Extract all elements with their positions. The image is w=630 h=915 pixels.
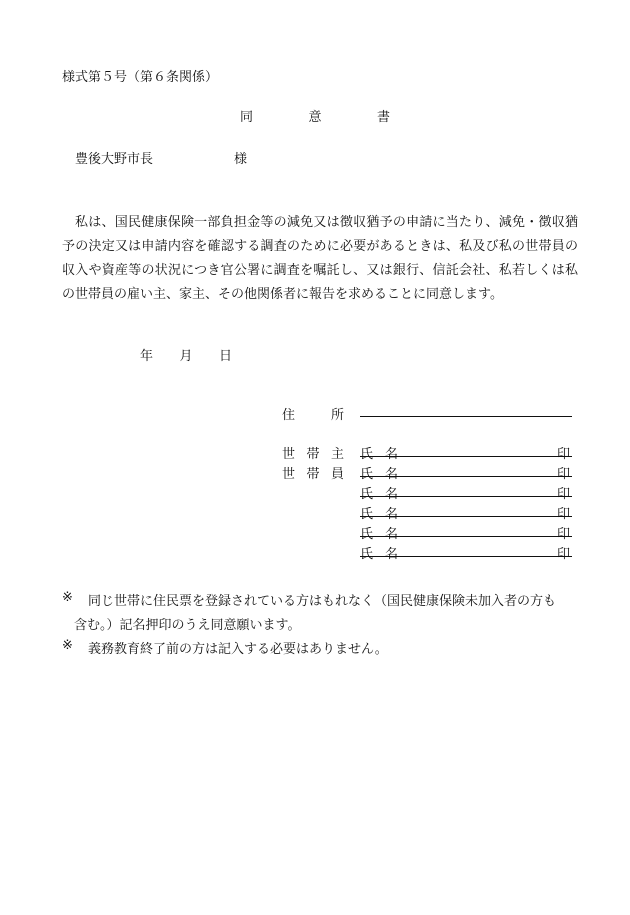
name-label: 氏 名 xyxy=(360,527,398,542)
address-field[interactable] xyxy=(360,416,572,417)
date-day: 日 xyxy=(218,349,232,364)
title-char: 意 xyxy=(308,110,322,125)
head-name-field[interactable] xyxy=(360,456,572,457)
date-year: 年 xyxy=(140,349,154,364)
seal-mark: 印 xyxy=(557,527,571,542)
household-member-label: 世 帯 員 xyxy=(282,467,344,482)
seal-mark: 印 xyxy=(557,467,571,482)
note-1-line-1: 同じ世帯に住民票を登録されている方はもれなく（国民健康保険未加入者の方も xyxy=(88,594,557,609)
member-name-field[interactable] xyxy=(360,536,572,537)
name-label: 氏 名 xyxy=(360,507,398,522)
member-name-field[interactable] xyxy=(360,556,572,557)
addressee-name: 豊後大野市長 xyxy=(75,152,154,167)
name-label: 氏 名 xyxy=(360,447,398,462)
form-number: 様式第５号（第６条関係） xyxy=(62,70,219,85)
member-name-field[interactable] xyxy=(360,516,572,517)
name-label: 氏 名 xyxy=(360,467,398,482)
title-char: 同 xyxy=(240,110,254,125)
addressee-honorific: 様 xyxy=(234,152,248,167)
date-line xyxy=(140,345,232,364)
name-label: 氏 名 xyxy=(360,487,398,502)
member-name-field[interactable] xyxy=(360,476,572,477)
note-mark: ※ xyxy=(62,590,73,605)
household-head-label: 世 帯 主 xyxy=(282,447,344,462)
seal-mark: 印 xyxy=(557,547,571,562)
seal-mark: 印 xyxy=(557,447,571,462)
note-1-line-2: 含む。）記名押印のうえ同意願います。 xyxy=(74,618,301,633)
member-name-field[interactable] xyxy=(360,496,572,497)
date-month: 月 xyxy=(179,349,193,364)
address-label: 住 所 xyxy=(282,408,344,423)
seal-mark: 印 xyxy=(557,507,571,522)
seal-mark: 印 xyxy=(557,487,571,502)
page-title xyxy=(240,106,390,125)
title-char: 書 xyxy=(376,110,390,125)
consent-paragraph: 私は、国民健康保険一部負担金等の減免又は徴収猶予の申請に当たり、減免・徴収猶予の決定又は申請内容を確認する調査のために必要があるときは、私及び私の世帯員の収入や資産等の状況につき官公署に調査を嘱託し、又は銀行、信託会社、私若しくは私の世帯員の雇い主、家主、その他関係者に報告を求めることに同意します。 xyxy=(62,215,578,302)
name-label: 氏 名 xyxy=(360,547,398,562)
note-2: 義務教育終了前の方は記入する必要はありません。 xyxy=(88,642,388,657)
note-mark: ※ xyxy=(62,638,73,653)
